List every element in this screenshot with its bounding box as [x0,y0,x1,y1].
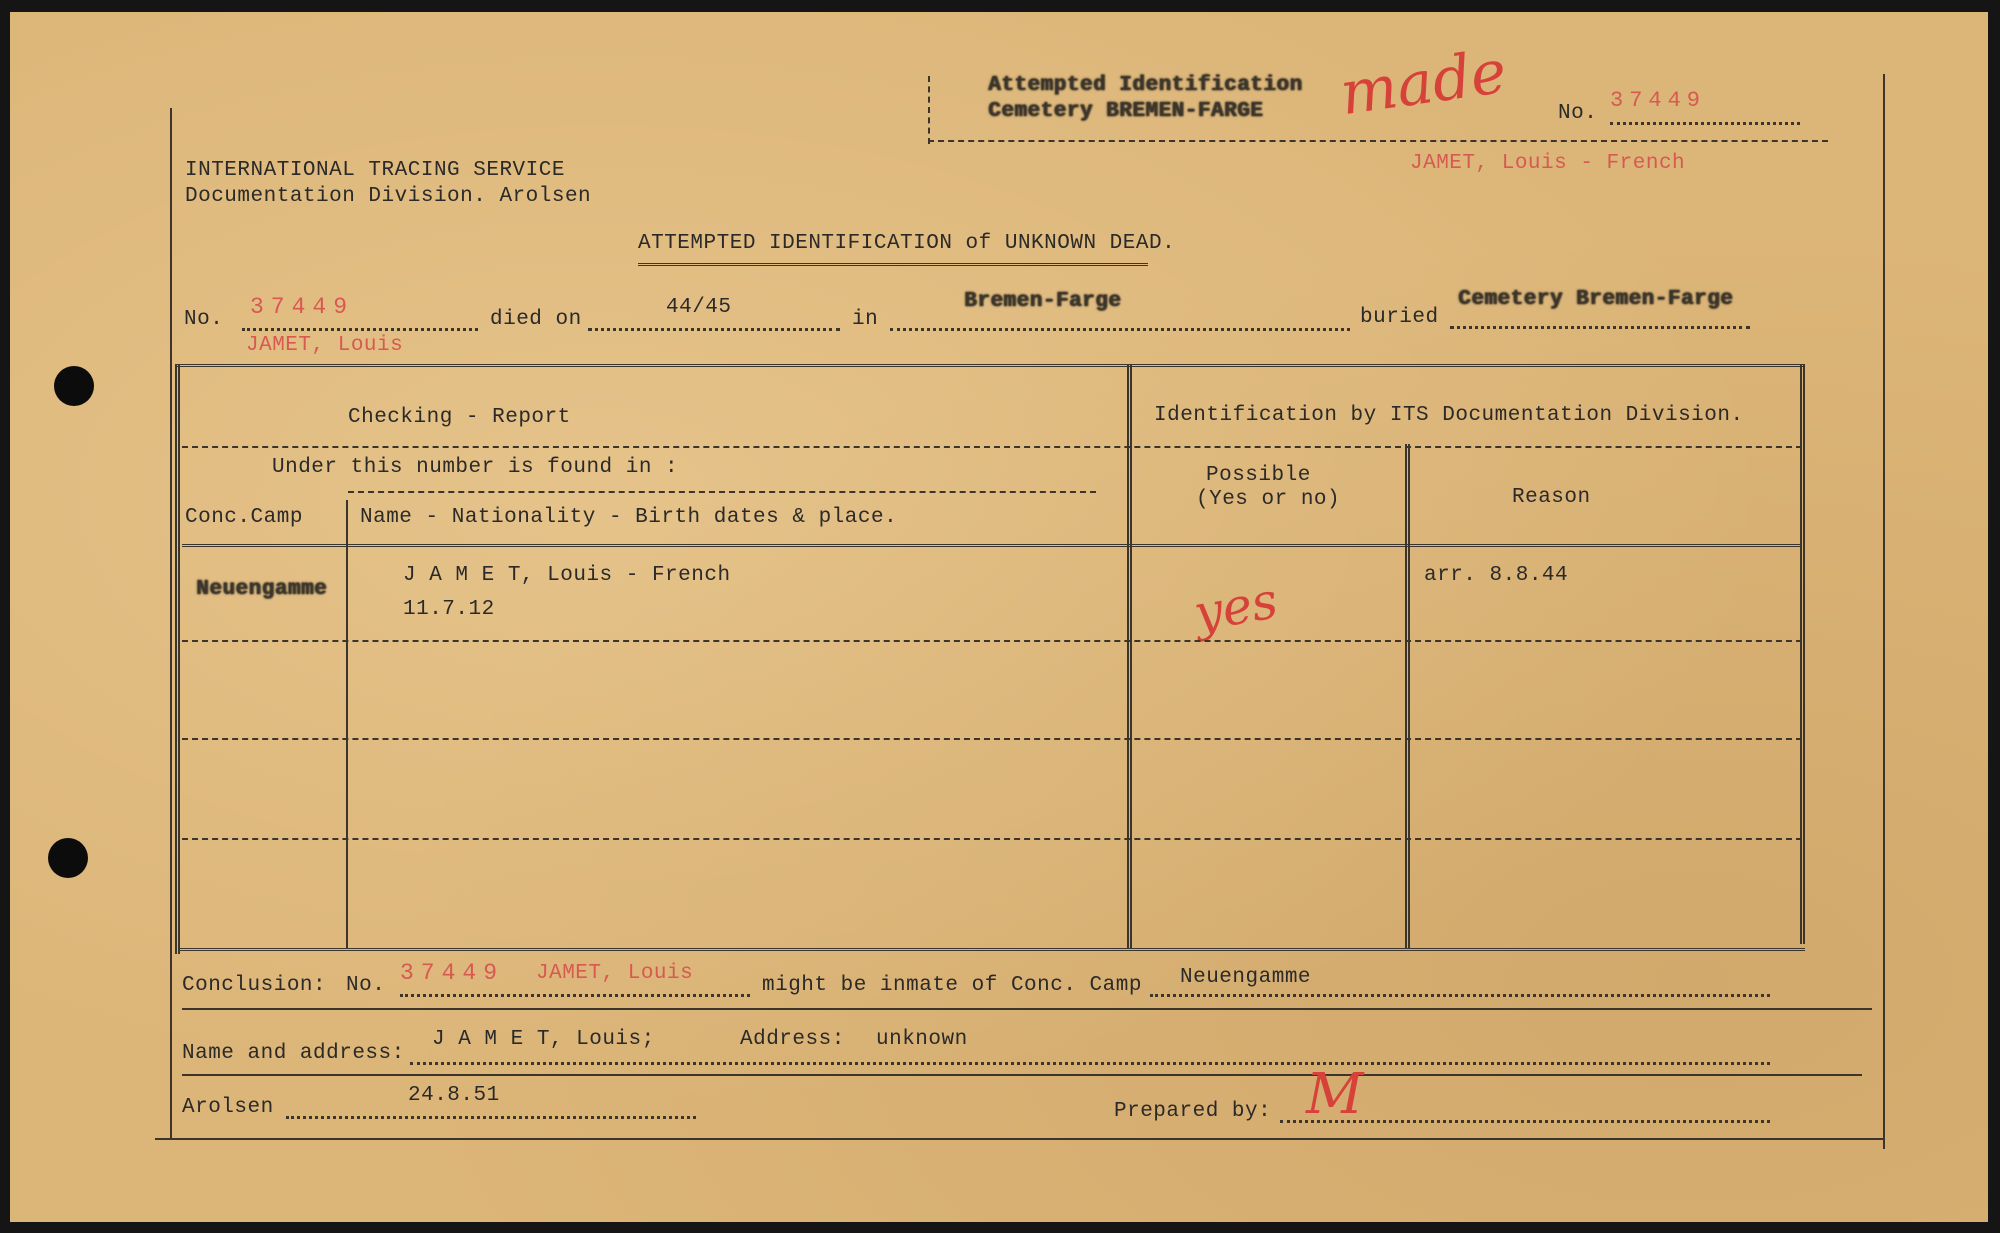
record-no-value: 37449 [250,294,355,320]
record-no-dots [242,328,478,331]
in-dots [890,328,1350,331]
left-header: Checking - Report [348,406,571,429]
table-bottom [180,948,1805,951]
col-reason-header: Reason [1512,486,1591,509]
col-possible-header-1: Possible [1206,464,1311,487]
punch-hole-bottom [48,838,88,878]
office-line-2: Documentation Division. Arolsen [185,185,592,208]
conclusion-label: Conclusion: [182,974,327,997]
died-label: died on [490,308,582,331]
stamp-no-label: No. [1558,102,1598,125]
date-value: 24.8.51 [408,1084,500,1107]
conclusion-rule [182,1008,1872,1010]
row-divider-1 [182,640,1802,642]
name-address-rule [182,1074,1862,1076]
row1-reason: arr. 8.8.44 [1424,564,1569,587]
stamp-no-dots [1610,122,1800,125]
stamp-box-left [928,76,930,144]
conclusion-no-value: 37449 [400,960,505,986]
conclusion-no-dots [400,994,750,997]
stamp-no-value: 37449 [1610,88,1707,113]
table-top [175,364,1805,367]
header-divider [182,446,1802,448]
right-header: Identification by ITS Documentation Division. [1154,404,1744,427]
place-dots [286,1116,696,1119]
table-camp-divider [346,500,348,948]
table-reason-divider [1405,444,1410,948]
died-dots [588,328,840,331]
buried-value: Cemetery Bremen-Farge [1458,288,1734,311]
table-mid-divider [1127,364,1132,948]
conclusion-no-label: No. [346,974,386,997]
form-title: ATTEMPTED IDENTIFICATION of UNKNOWN DEAD. [638,232,1176,255]
buried-label: buried [1360,306,1439,329]
conclusion-camp-dots [1150,994,1770,997]
in-label: in [852,308,879,331]
title-underline [638,263,1148,266]
name-address-dots [410,1062,1770,1065]
row1-name: J A M E T, Louis - French [403,564,731,587]
row-divider-2 [182,738,1802,740]
col-camp-header: Conc.Camp [185,506,303,529]
conclusion-name: JAMET, Louis [536,962,694,985]
stamp-line-2: Cemetery BREMEN-FARGE [988,100,1264,123]
prepared-initial: M [1306,1062,1364,1127]
found-in-underline [348,491,1096,493]
prepared-label: Prepared by: [1114,1100,1272,1123]
punch-hole-top [54,366,94,406]
col-name-header: Name - Nationality - Birth dates & place. [360,506,898,529]
name-address-label: Name and address: [182,1042,405,1065]
found-in-text: Under this number is found in : [272,456,679,479]
column-header-bottom [182,544,1802,547]
conclusion-text: might be inmate of Conc. Camp [762,974,1142,997]
office-line-1: INTERNATIONAL TRACING SERVICE [185,159,565,182]
table-left [175,364,180,954]
row1-birth: 11.7.12 [403,598,495,621]
conclusion-camp-value: Neuengamme [1180,966,1312,989]
frame-right-line [1883,74,1885,1149]
row-divider-3 [182,838,1802,840]
col-possible-header-2: (Yes or no) [1196,488,1341,511]
row1-camp: Neuengamme [196,578,328,601]
handwritten-made: made [1335,36,1511,130]
address-value: unknown [876,1028,968,1051]
record-no-label: No. [184,308,224,331]
name-address-name: J A M E T, Louis; [432,1028,655,1051]
stamp-line-1: Attempted Identification [988,74,1303,97]
table-right [1800,364,1805,944]
index-card [10,12,1988,1222]
frame-left-line [170,108,172,1138]
corner-name: JAMET, Louis - French [1410,152,1686,175]
buried-dots [1450,326,1750,329]
in-value: Bremen-Farge [964,290,1122,313]
stamp-box-bottom [928,140,1828,142]
row1-possible: yes [1189,571,1282,643]
frame-bottom-line [155,1138,1885,1140]
address-label: Address: [740,1028,845,1051]
died-value: 44/45 [666,296,732,319]
record-name: JAMET, Louis [246,334,404,357]
place-label: Arolsen [182,1096,274,1119]
